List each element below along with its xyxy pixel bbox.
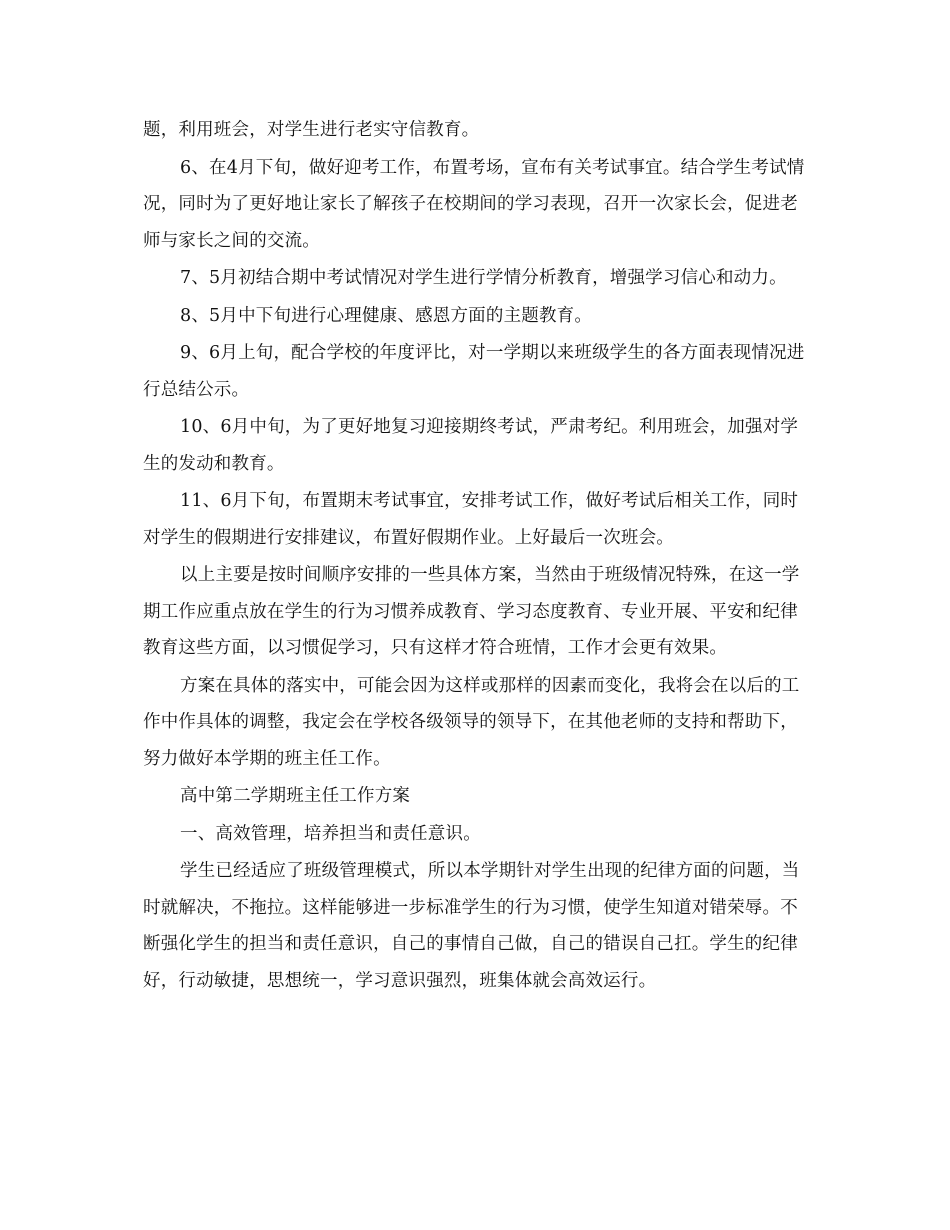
paragraph-7: 11、6月下旬，布置期末考试事宜，安排考试工作，做好考试后相关工作，同时对学生的假期进行安排建议，布置好假期作业。上好最后一次班会。 (143, 491, 799, 548)
paragraph-9: 方案在具体的落实中，可能会因为这样或那样的因素而变化，我将会在以后的工作中作具体的调整，我定会在学校各级领导的领导下，在其他老师的支持和帮助下，努力做好本学期的班主任工作。 (143, 675, 800, 769)
document-body (143, 112, 808, 1000)
paragraph-8: 以上主要是按时间顺序安排的一些具体方案，当然由于班级情况特殊，在这一学期工作应重点放在学生的行为习惯养成教育、学习态度教育、专业开展、平安和纪律教育这些方面，以习惯促学习，只有这样才符合班情，工作才会更有效果。 (143, 565, 800, 658)
paragraph-4: 8、5月中下旬进行心理健康、感恩方面的主题教育。 (180, 305, 593, 326)
paragraph-12: 学生已经适应了班级管理模式，所以本学期针对学生出现的纪律方面的问题，当时就解决，不拖拉。这样能够进一步标准学生的行为习惯，使学生知道对错荣辱。不断强化学生的担当和责任意识，自己的事情自己做，自己的错误自己扛。学生的纪律好，行动敏捷，思想统一，学习意识强烈，班集体就会高效运行。 (143, 861, 800, 991)
paragraph-3: 7、5月初结合期中考试情况对学生进行学情分析教育，增强学习信心和动力。 (180, 268, 787, 288)
paragraph-6: 10、6月中旬，为了更好地复习迎接期终考试，严肃考纪。利用班会，加强对学生的发动和教育。 (143, 417, 799, 474)
section-heading-1: 一、高效管理，培养担当和责任意识。 (180, 823, 481, 844)
paragraph-1: 题，利用班会，对学生进行老实守信教育。 (143, 120, 480, 140)
paragraph-5: 9、6月上旬，配合学校的年度评比，对一学期以来班级学生的各方面表现情况进行总结公示。 (143, 343, 805, 400)
paragraph-2: 6、在4月下旬，做好迎考工作，布置考场，宣布有关考试事宜。结合学生考试情况，同时为了更好地让家长了解孩子在校期间的学习表现，召开一次家长会，促进老师与家长之间的交流。 (143, 157, 805, 251)
section-title: 高中第二学期班主任工作方案 (180, 786, 411, 806)
